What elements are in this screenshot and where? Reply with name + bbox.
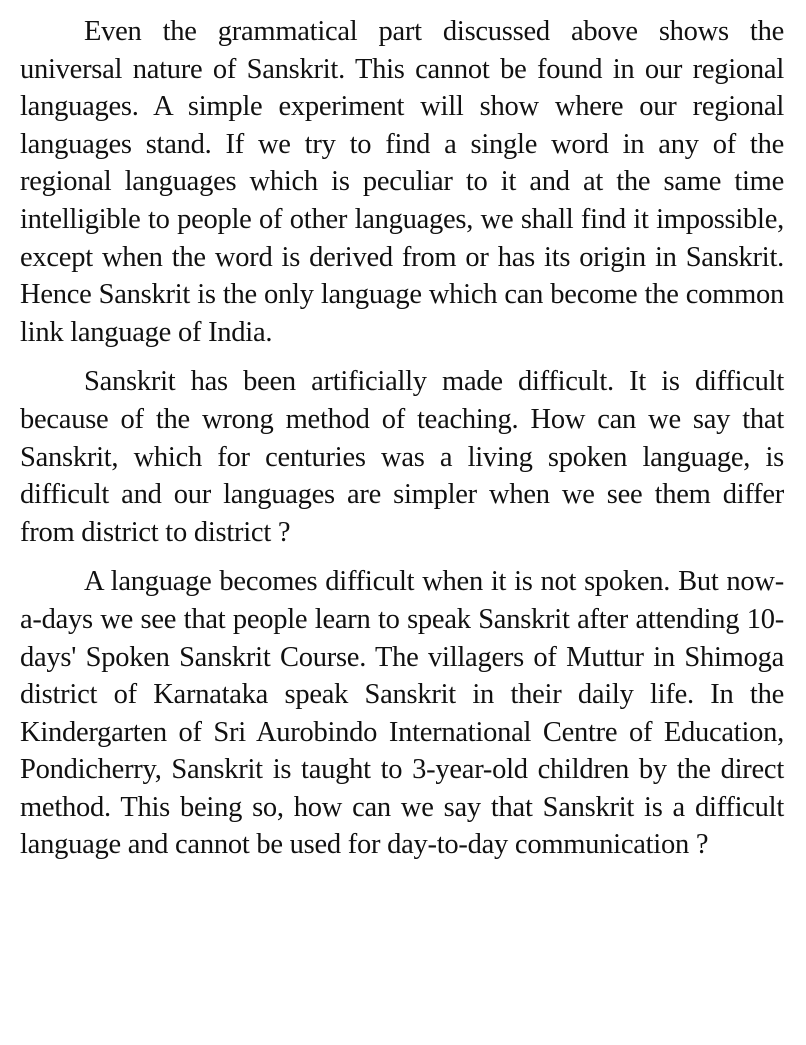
paragraph-1: Even the grammatical part discussed above shows the universal nature of Sanskrit. This cannot be found in our regional languages. A simple experiment will show where our regional languages stand. If we try to find a single word in any of the regional languages which is peculiar to it and at the same time intelligible to people of other languages, we shall find it impossible, except when the word is derived from or has its origin in Sanskrit. Hence Sanskrit is the only language which can become the common link language of India. <box>20 16 784 348</box>
paragraph-2: Sanskrit has been artificially made difficult. It is difficult because of the wrong method of teaching. How can we say that Sanskrit, which for centuries was a living spoken language, is difficult and our languages are simpler when we see them differ from district to district ? <box>20 366 784 548</box>
paragraph-3: A language becomes difficult when it is not spoken. But now-a-days we see that people learn to speak Sanskrit after attending 10-days' Spoken Sanskrit Course. The villagers of Muttur in Shimoga district of Karnataka speak Sanskrit in their daily life. In the Kindergarten of Sri Aurobindo International Centre of Education, Pondicherry, Sanskrit is taught to 3-year-old children by the direct method. This being so, how can we say that Sanskrit is a difficult language and cannot be used for day-to-day communication ? <box>20 566 784 861</box>
document-page <box>20 13 784 864</box>
